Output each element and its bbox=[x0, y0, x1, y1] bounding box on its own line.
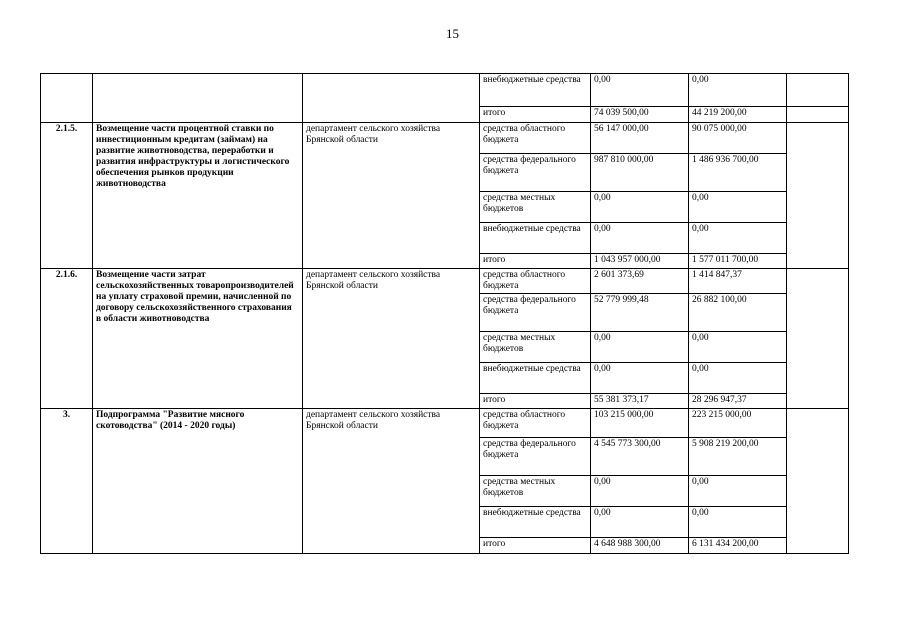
name-cell: Возмещение части процентной ставки по инвестиционным кредитам (займам) на развитие животноводства, переработки и развития инфраструктуры и логистического обеспечения рынков продукции животноводства bbox=[93, 123, 303, 269]
funding-source-cell: внебюджетные средства bbox=[480, 507, 591, 538]
empty-cell bbox=[787, 107, 849, 123]
value-2014-cell: 52 779 999,48 bbox=[591, 294, 689, 332]
value-2015-cell: 223 215 000,00 bbox=[689, 409, 787, 438]
value-2014-cell: 0,00 bbox=[591, 74, 689, 107]
empty-cell bbox=[787, 269, 849, 409]
value-2015-cell: 1 577 011 700,00 bbox=[689, 254, 787, 269]
value-2015-cell: 0,00 bbox=[689, 74, 787, 107]
funding-source-cell: итого bbox=[480, 254, 591, 269]
empty-cell bbox=[787, 123, 849, 269]
value-2014-cell: 0,00 bbox=[591, 223, 689, 254]
funding-source-cell: внебюджетные средства bbox=[480, 223, 591, 254]
funding-source-cell: средства местных бюджетов bbox=[480, 476, 591, 507]
value-2015-cell: 6 131 434 200,00 bbox=[689, 538, 787, 554]
funding-source-cell: средства местных бюджетов bbox=[480, 192, 591, 223]
value-2014-cell: 103 215 000,00 bbox=[591, 409, 689, 438]
funding-source-cell: средства областного бюджета bbox=[480, 123, 591, 154]
table-row bbox=[41, 123, 849, 154]
value-2014-cell: 55 381 373,17 bbox=[591, 394, 689, 409]
value-2015-cell: 0,00 bbox=[689, 507, 787, 538]
funding-source-cell: итого bbox=[480, 394, 591, 409]
value-2014-cell: 4 648 988 300,00 bbox=[591, 538, 689, 554]
department-cell bbox=[303, 74, 480, 123]
table-row bbox=[41, 74, 849, 107]
department-cell: департамент сельского хозяйства Брянской области bbox=[303, 123, 480, 269]
value-2015-cell: 0,00 bbox=[689, 332, 787, 363]
department-cell: департамент сельского хозяйства Брянской области bbox=[303, 409, 480, 554]
value-2014-cell: 0,00 bbox=[591, 332, 689, 363]
value-2014-cell: 4 545 773 300,00 bbox=[591, 438, 689, 476]
value-2015-cell: 1 486 936 700,00 bbox=[689, 154, 787, 192]
number-cell: 2.1.5. bbox=[41, 123, 93, 269]
value-2014-cell: 0,00 bbox=[591, 192, 689, 223]
name-cell bbox=[93, 74, 303, 123]
value-2015-cell: 0,00 bbox=[689, 192, 787, 223]
funding-source-cell: итого bbox=[480, 538, 591, 554]
value-2015-cell: 5 908 219 200,00 bbox=[689, 438, 787, 476]
number-cell: 2.1.6. bbox=[41, 269, 93, 409]
value-2014-cell: 1 043 957 000,00 bbox=[591, 254, 689, 269]
value-2014-cell: 2 601 373,69 bbox=[591, 269, 689, 294]
funding-source-cell: внебюджетные средства bbox=[480, 74, 591, 107]
funding-source-cell: средства федерального бюджета bbox=[480, 438, 591, 476]
funding-source-cell: средства областного бюджета bbox=[480, 269, 591, 294]
name-cell: Подпрограмма "Развитие мясного скотоводства" (2014 - 2020 годы) bbox=[93, 409, 303, 554]
value-2014-cell: 987 810 000,00 bbox=[591, 154, 689, 192]
value-2014-cell: 0,00 bbox=[591, 476, 689, 507]
name-cell: Возмещение части затрат сельскохозяйственных товаропроизводителей на уплату страховой премии, начисленной по договору сельскохозяйственного страхования в области животноводства bbox=[93, 269, 303, 409]
funding-source-cell: средства федерального бюджета bbox=[480, 294, 591, 332]
funding-source-cell: средства областного бюджета bbox=[480, 409, 591, 438]
value-2015-cell: 0,00 bbox=[689, 476, 787, 507]
value-2014-cell: 56 147 000,00 bbox=[591, 123, 689, 154]
funding-source-cell: итого bbox=[480, 107, 591, 123]
value-2015-cell: 44 219 200,00 bbox=[689, 107, 787, 123]
number-cell bbox=[41, 74, 93, 123]
value-2015-cell: 1 414 847,37 bbox=[689, 269, 787, 294]
table-row bbox=[41, 269, 849, 294]
value-2014-cell: 0,00 bbox=[591, 363, 689, 394]
empty-cell bbox=[787, 409, 849, 554]
value-2015-cell: 28 296 947,37 bbox=[689, 394, 787, 409]
value-2015-cell: 0,00 bbox=[689, 363, 787, 394]
funding-source-cell: средства федерального бюджета bbox=[480, 154, 591, 192]
funding-source-cell: средства местных бюджетов bbox=[480, 332, 591, 363]
value-2014-cell: 74 039 500,00 bbox=[591, 107, 689, 123]
value-2015-cell: 26 882 100,00 bbox=[689, 294, 787, 332]
value-2015-cell: 0,00 bbox=[689, 223, 787, 254]
value-2015-cell: 90 075 000,00 bbox=[689, 123, 787, 154]
budget-table bbox=[40, 73, 849, 554]
number-cell: 3. bbox=[41, 409, 93, 554]
page-number: 15 bbox=[446, 26, 459, 41]
department-cell: департамент сельского хозяйства Брянской области bbox=[303, 269, 480, 409]
table-row bbox=[41, 409, 849, 438]
funding-source-cell: внебюджетные средства bbox=[480, 363, 591, 394]
empty-cell bbox=[787, 74, 849, 107]
value-2014-cell: 0,00 bbox=[591, 507, 689, 538]
